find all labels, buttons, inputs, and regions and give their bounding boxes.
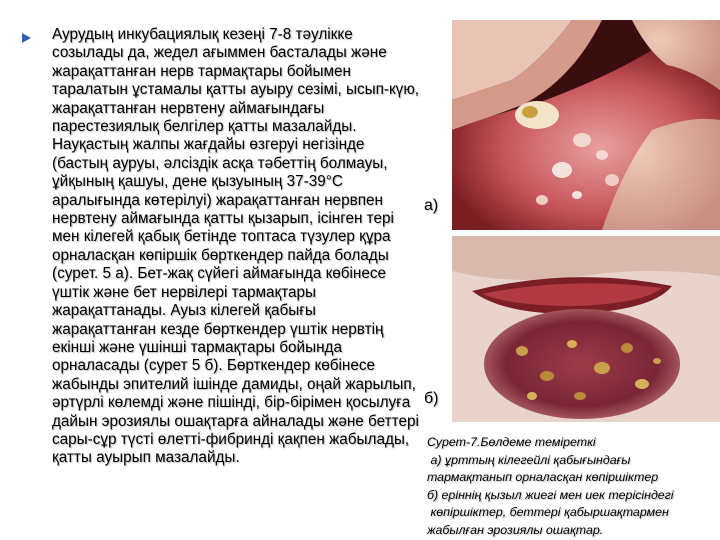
body-paragraph: Аурудың инкубациялық кезеңі 7-8 тәулікке созылады да, жедел ағыммен басталады және жарақаттанған нерв тармақтары бойымен таралатын ұстамалы қатты ауыру сезімі, ысып-күю, жарақаттанған нервтену аймағындағы парестезиялық белгілер қатты мазалайды. Науқастың жалпы жағдайы өзгеруі негізінде (бастың ауруы, әлсіздік асқа тәбеттің болмауы, ұйқының қашуы, дене қызуының 37-39°С аралығында көтерілуі) жарақаттанған нервпен нервтену аймағында қатты қызарып, ісінген тері мен кілегей қабық бетінде топтаса түзулер құра орналасқан көпіршік бөрткендер пайда болады (сурет. 5 а). Бет-жақ сүйегі аймағында көбінесе үштік және бет нервілері тармақтары жарақаттанады. Ауыз кілегей қабығы жарақаттанған кезде бөрткендер үштік нервтің екінші және үшінші тармақтары бойында орналасады (сурет 5 б). Бөрткендер көбінесе жабынды эпителий ішінде дамиды, оңай жарылып, әртүрлі көлемді және пішінді, бір-бірімен қосылуға дайын эрозиялы ошақтарға айналады және беттері сары-сұр түсті өлетті-фибринді қақпен жабылады, қатты ауырып мазалайды.: [52, 26, 420, 467]
caption-line: көпіршіктер, беттері қабыршақтармен: [427, 505, 669, 520]
figure-caption: [427, 434, 717, 540]
caption-line: а) ұрттың кілегейлі қабығындағы: [427, 452, 631, 467]
figure-label-a: а): [424, 197, 439, 214]
arrow-bullet-icon: [22, 33, 31, 43]
caption-line: б) еріннің қызыл жиегі мен иек терісіндегі: [427, 487, 674, 502]
figure-label-b: б): [424, 390, 439, 407]
caption-line: жабылған эрозиялы ошақтар.: [427, 522, 604, 537]
caption-line: тармақтанып орналасқан көпіршіктер: [427, 470, 659, 485]
caption-line: Сурет-7.Бөлдеме теміреткі: [427, 435, 596, 449]
photo-lip-chin-erosions: [452, 236, 720, 422]
photo-oral-mucosa-lesions: [452, 20, 720, 230]
